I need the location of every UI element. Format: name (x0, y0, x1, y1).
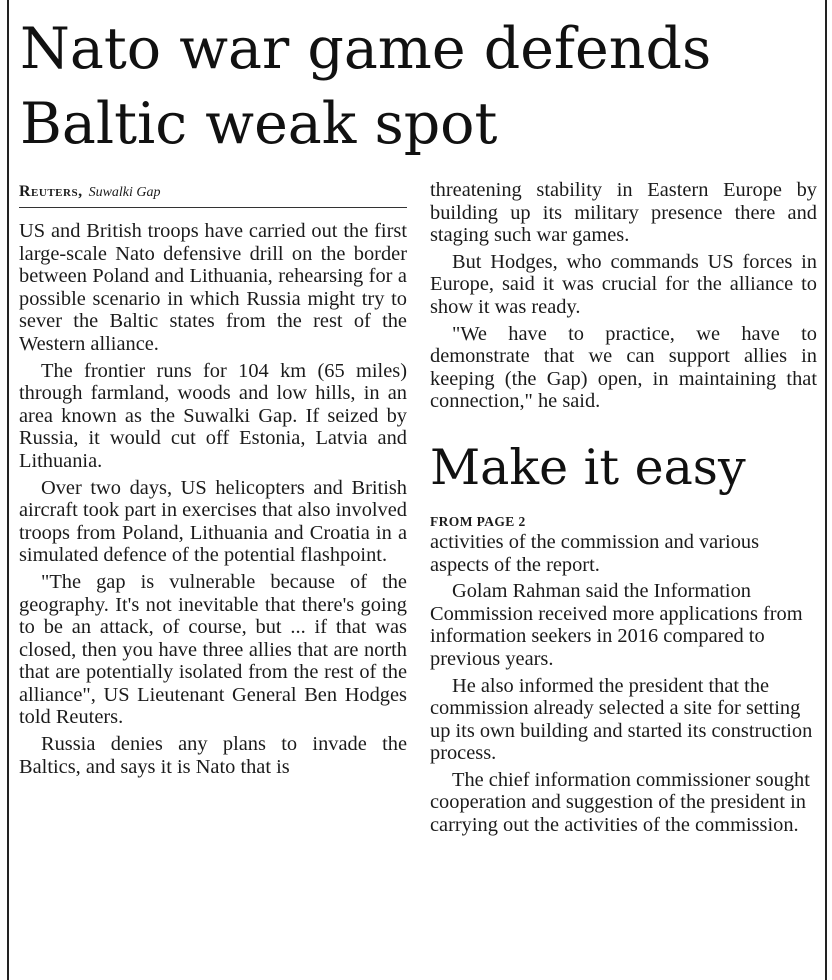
article-headline: Nato war game defends Baltic weak spot (20, 16, 712, 157)
article-left-column (19, 182, 407, 778)
byline (19, 182, 407, 208)
article-paragraph-3: Over two days, US helicopters and British aircraft took part in exercises that also involved troops from Poland, Lithuania and Croatia in a simulated defence of the potential flashpoint. (19, 476, 407, 567)
article-paragraph-1: US and British troops have carried out the first large-scale Nato defensive drill on the border between Poland and Lithuania, rehearsing for a possible scenario in which Russia might try to sever the Baltic states from the rest of the Western alliance. (19, 220, 407, 355)
article-paragraph-2: The frontier runs for 104 km (65 miles) through farmland, woods and low hills, in an area known as the Suwalki Gap. If seized by Russia, it would cut off Estonia, Latvia and Lithuania. (19, 359, 407, 472)
from-page-label: FROM PAGE 2 (430, 513, 526, 529)
byline-dateline: Suwalki Gap (88, 185, 161, 200)
article-paragraph-5: Russia denies any plans to invade the Baltics, and says it is Nato that is (19, 733, 407, 778)
byline-agency: Reuters, (19, 183, 83, 200)
article-paragraph-7: But Hodges, who commands US forces in Europe, said it was crucial for the alliance to show it was ready. (430, 250, 817, 318)
article-right-column (430, 179, 817, 837)
article-paragraph-4: "The gap is vulnerable because of the geography. It's not inevitable that there's going to be an attack, of course, but ... if that was closed, then you have three allies that are north that are potentially isolated from the rest of the alliance", US Lieutenant General Ben Hodges told Reuters. (19, 570, 407, 729)
article-paragraph-6: threatening stability in Eastern Europe by building up its military presence there and staging such war games. (430, 179, 817, 247)
continuation-headline: Make it easy (430, 438, 746, 496)
article-paragraph-8: "We have to practice, we have to demonstrate that we can support allies in keeping (the Gap) open, in maintaining that connection," he said. (430, 322, 817, 413)
continuation-paragraph-3: He also informed the president that the commission already selected a site for setting up its own building and started its construction process. (430, 674, 813, 765)
continuation-paragraph-2: Golam Rahman said the Information Commission received more applications from information seekers in 2016 compared to previous years. (430, 580, 803, 670)
continuation-paragraph-4: The chief information commissioner sought cooperation and suggestion of the president in carrying out the activities of the commission. (430, 768, 810, 837)
continuation-paragraph-1: activities of the commission and various aspects of the report. (430, 530, 760, 576)
